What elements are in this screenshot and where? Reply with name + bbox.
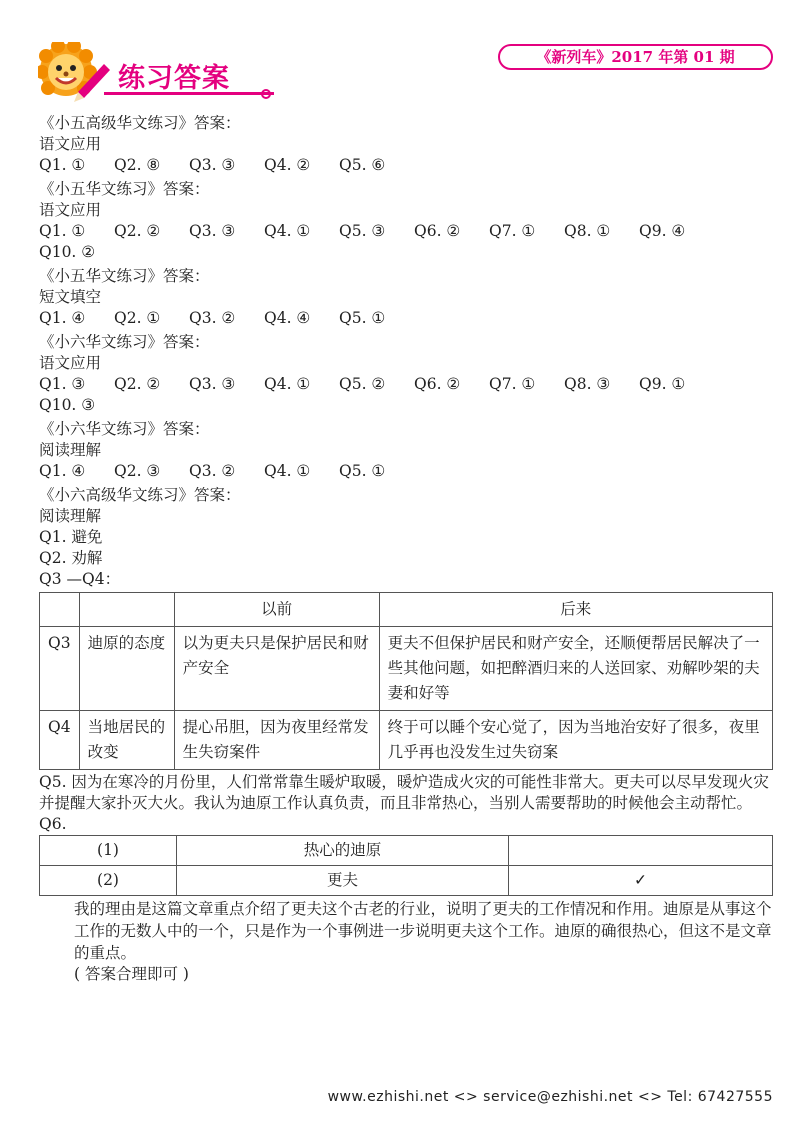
issue-badge: 《新列车》2017 年第 01 期: [498, 44, 773, 70]
answer-q6-note: ( 答案合理即可 ): [74, 965, 189, 983]
section-subtitle: 语文应用: [39, 354, 102, 372]
answer-item: Q1. ④: [39, 309, 86, 327]
checkmark-icon: ✓: [509, 866, 773, 896]
answer-item: Q2. ③: [114, 462, 161, 480]
table-cell: 更夫不但保护居民和财产安全，还顺便帮居民解决了一些其他问题，如把醉酒归来的人送回家、劝解吵架的夫妻和好等: [379, 627, 772, 711]
answer-section: [39, 266, 779, 329]
section-subtitle: 语文应用: [39, 201, 102, 219]
answer-item: Q4. ①: [264, 462, 311, 480]
answer-section: [39, 113, 779, 176]
answer-item: Q1. ①: [39, 222, 86, 240]
section-last: [39, 485, 779, 985]
table-cell: (1): [40, 836, 177, 866]
section-title: 《小六高级华文练习》答案：: [39, 486, 241, 504]
table-cell: 终于可以睡个安心觉了，因为当地治安好了很多，夜里几乎再也没发生过失窃案: [379, 711, 772, 770]
answer-item: Q3. ③: [189, 222, 236, 240]
answer-section: [39, 179, 779, 263]
section-title: 《小五高级华文练习》答案：: [39, 114, 241, 132]
section-subtitle: 语文应用: [39, 135, 102, 153]
answer-row: [39, 395, 779, 416]
section-title: 《小五华文练习》答案：: [39, 267, 210, 285]
answer-item: Q5. ①: [339, 309, 386, 327]
section-title: 《小五华文练习》答案：: [39, 180, 210, 198]
table-cell: Q4: [40, 711, 80, 770]
answer-q5: Q5. 因为在寒冷的月份里，人们常常靠生暖炉取暖，暖炉造成火灾的可能性非常大。更夫可以尽早发现火灾并提醒大家扑灭大火。我认为迪原工作认真负责，而且非常热心，当别人需要帮助的时候他会主动帮忙。: [39, 773, 769, 812]
answer-item: Q4. ①: [264, 222, 311, 240]
table-row: [40, 866, 773, 896]
table-header-cell: [40, 593, 80, 627]
answer-row: [39, 461, 779, 482]
table-cell: 提心吊胆，因为夜里经常发生失窃案件: [174, 711, 379, 770]
table-header-cell: 后来: [379, 593, 772, 627]
section-title: 《小六华文练习》答案：: [39, 420, 210, 438]
answer-item: Q2. ⑧: [114, 156, 161, 174]
q6-table: [39, 835, 773, 896]
answer-item: Q1. ④: [39, 462, 86, 480]
table-header-cell: 以前: [174, 593, 379, 627]
table-cell: 以为更夫只是保护居民和财产安全: [174, 627, 379, 711]
table-cell: 当地居民的改变: [79, 711, 174, 770]
answer-section: [39, 332, 779, 416]
table-row: [40, 836, 773, 866]
answer-item: Q3. ③: [189, 156, 236, 174]
answer-item: Q8. ③: [564, 375, 611, 393]
table-row: [40, 711, 773, 770]
footer-contact: www.ezhishi.net <> service@ezhishi.net <> Tel: 67427555: [327, 1089, 773, 1105]
answer-q3q4-label: Q3 —Q4：: [39, 570, 121, 588]
answer-item: Q6. ②: [414, 375, 461, 393]
table-cell: 更夫: [177, 866, 509, 896]
answer-item: Q6. ②: [414, 222, 461, 240]
section-subtitle: 短文填空: [39, 288, 102, 306]
answer-item: Q4. ①: [264, 375, 311, 393]
answer-item: Q5. ①: [339, 462, 386, 480]
answer-item: Q3. ②: [189, 309, 236, 327]
answer-item: Q5. ③: [339, 222, 386, 240]
table-header-cell: [79, 593, 174, 627]
section-subtitle: 阅读理解: [39, 441, 102, 459]
answer-item: Q1. ③: [39, 375, 86, 393]
answer-item: Q3. ③: [189, 375, 236, 393]
q3-q4-table: [39, 592, 773, 770]
answer-q1: Q1. 避免: [39, 528, 103, 546]
answer-item: Q2. ②: [114, 222, 161, 240]
answer-item: Q1. ①: [39, 156, 86, 174]
answer-item: Q10. ③: [39, 396, 96, 414]
answer-q6-label: Q6.: [39, 815, 67, 833]
table-cell: [509, 836, 773, 866]
answer-item: Q7. ①: [489, 222, 536, 240]
answer-content: [39, 113, 779, 985]
answer-item: Q9. ④: [639, 222, 686, 240]
answer-item: Q2. ②: [114, 375, 161, 393]
table-cell: (2): [40, 866, 177, 896]
answer-q2: Q2. 劝解: [39, 549, 103, 567]
answer-item: Q10. ②: [39, 243, 96, 261]
answer-row: [39, 308, 779, 329]
answer-row: [39, 374, 779, 395]
answer-item: Q7. ①: [489, 375, 536, 393]
page-logo-title: 练习答案: [118, 63, 230, 94]
answer-item: Q8. ①: [564, 222, 611, 240]
answer-item: Q3. ②: [189, 462, 236, 480]
answer-item: Q5. ⑥: [339, 156, 386, 174]
table-cell: Q3: [40, 627, 80, 711]
table-cell: 热心的迪原: [177, 836, 509, 866]
answer-item: Q5. ②: [339, 375, 386, 393]
section-subtitle: 阅读理解: [39, 507, 102, 525]
answer-item: Q2. ①: [114, 309, 161, 327]
answer-row: [39, 221, 779, 242]
answer-section: [39, 419, 779, 482]
answer-item: Q4. ④: [264, 309, 311, 327]
table-cell: 迪原的态度: [79, 627, 174, 711]
answer-item: Q9. ①: [639, 375, 686, 393]
answer-item: Q4. ②: [264, 156, 311, 174]
section-title: 《小六华文练习》答案：: [39, 333, 210, 351]
answer-row: [39, 242, 779, 263]
answer-row: [39, 155, 779, 176]
answer-q6-reason: 我的理由是这篇文章重点介绍了更夫这个古老的行业，说明了更夫的工作情况和作用。迪原是从事这个工作的无数人中的一个，只是作为一个事例进一步说明更夫这个工作。迪原的确很热心，但这不是文章的重点。: [74, 900, 772, 962]
table-row: [40, 627, 773, 711]
